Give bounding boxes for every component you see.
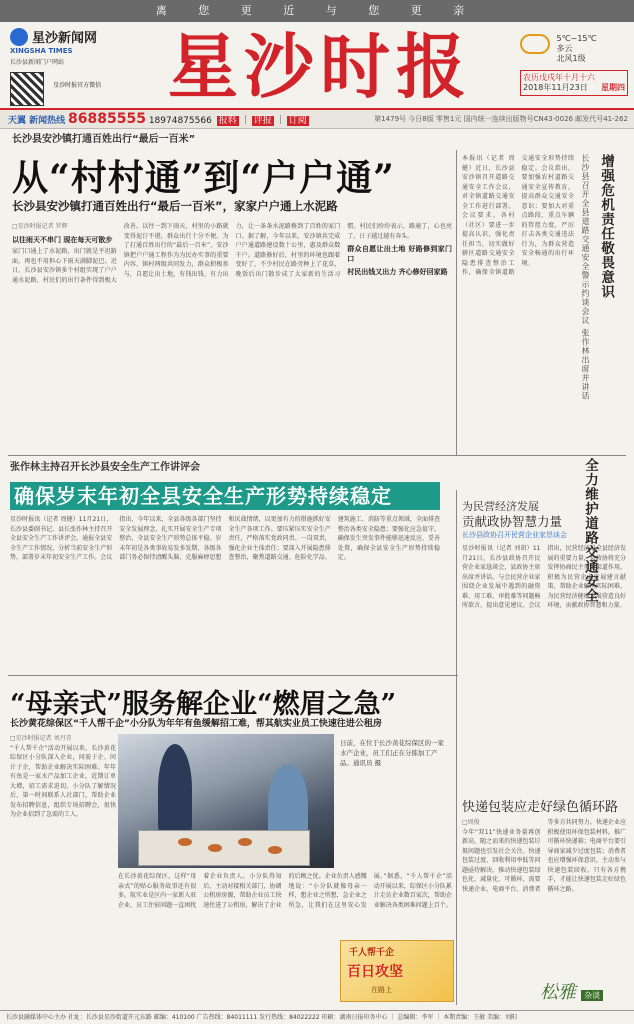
weekday: 星期四 xyxy=(601,83,625,92)
lead-section-2: 群众自愿让出土地 好路修到家门口 xyxy=(347,245,452,263)
crab xyxy=(238,838,252,846)
traffic-headline-block[interactable] xyxy=(580,154,630,603)
express-byline: □周俊 xyxy=(462,819,480,826)
safety-article-body: 星沙时报讯（记者 周健）11月21日，长沙县委副书记、县长张作林主持召开全县安全生产工作讲评会，通报全县安全生产工作情况，分析当前安全生产形势，部署岁末年初安全生产工作。会议指出，今年以来，全县各级各部门坚持安全发展理念，扎实开展安全生产专项整治，全县安全生产形势总体平稳。岁末年初是各类事故易发多发期，各级各部门务必保持清醒头脑，克服麻痹思想和厌战情绪，以更加有力的措施抓好安全生产各项工作。要压紧压实安全生产责任，严格落实党政同责、一岗双责，强化企业主体责任；要深入开展隐患排查整治，聚焦道路交通、危险化学品、建筑施工、消防等重点领域，全面排查整治各类安全隐患；要强化应急值守，确保发生突发事件能够迅速反应、妥善处置，确保全县安全生产形势持续稳定。 xyxy=(10,516,440,561)
masthead-title: 星沙时报 xyxy=(168,25,472,108)
safety-kicker: 张作林主持召开长沙县安全生产工作讲评会 xyxy=(10,462,200,473)
lead-article-body xyxy=(12,222,452,450)
tag-review[interactable]: 评报 xyxy=(253,116,272,126)
mother-subheadline: 长沙黄花综保区“千人帮千企”小分队为年年有鱼缓解招工难，帮其航实业员工快速往进公租房 xyxy=(10,719,382,729)
crate xyxy=(138,830,310,866)
safety-kicker-box xyxy=(10,458,440,480)
logo-icon xyxy=(10,28,28,46)
cppcc-article-body: 星沙时报讯（记者 刘胡）11月21日，长沙县政协召开民营企业家恳谈会，县政协主席出席并讲话。与会民营企业家围绕企业发展中遇到的融资难、用工难、审批难等问题畅所欲言，提出意见建议。会议指出，民营经济是全县经济发展的重要力量，县政协将充分发挥协商民主重要渠道作用，积极为民营企业发展建言献策，帮助企业解决实际困难，为民营经济健康发展营造良好环境，贡献政协智慧和力量。 xyxy=(462,545,626,609)
page-footer: 长沙县融媒体中心主办 社址：长沙县星沙街道开元东路 邮编：410100 广告热线：84011111 发行热线：84022222 印刷：湖南日报印务中心 ｜ 总编辑：李军 ｜ 本期责编：王敏 美编：刘阳 xyxy=(0,1010,634,1024)
mother-headline[interactable]: “母亲式”服务解企业“燃眉之急” xyxy=(10,689,397,720)
safety-headline[interactable]: 确保岁末年初全县安全生产形势持续稳定 xyxy=(10,482,440,510)
logo-name: 星沙新闻网 xyxy=(32,31,98,46)
lead-subheadline: 长沙县安沙镇打通百姓出行“最后一百米”，家家户户通上水泥路 xyxy=(12,199,338,213)
hotline-mobile[interactable]: 18974875566 xyxy=(148,116,212,126)
logo-domain: XINGSHA TIMES xyxy=(10,47,73,55)
cloud-sun-icon xyxy=(520,34,550,54)
site-logo-block[interactable] xyxy=(10,26,120,104)
slogan-text: 离 您 更 近 与 您 更 亲 xyxy=(155,4,479,17)
weather-cond1: 多云 xyxy=(556,44,573,53)
tag-subscribe[interactable]: 订阅 xyxy=(288,116,307,126)
mother-left-text: “千人帮千企”活动开展以来，长沙黄花综保区小分队深入企业，问需于企、问计于企，帮助企业解决实际困难。年年有鱼是一家水产品加工企业，近期订单大增，招工需求迫切。小分队了解情况后，第一时间联系人社部门，帮助企业发布招聘信息，组织专场招聘会，很快为企业招到了急需的工人。 xyxy=(10,744,116,818)
campaign-badge[interactable] xyxy=(340,940,454,1002)
lunar-date: 农历戊戌年十月十六 xyxy=(523,73,595,82)
lead-headline[interactable]: 从“村村通”到“户户通” xyxy=(12,157,395,199)
slogan-strip xyxy=(0,0,634,22)
express-headline[interactable]: 快递包装应走好绿色循环路 xyxy=(462,800,619,815)
traffic-kicker: 长沙县召开全县道路交通安全警示约谈会议 张作林出席并讲话 xyxy=(581,154,590,401)
campaign-line-1: 千人帮千企 xyxy=(349,948,395,958)
weather-cond2: 北风1级 xyxy=(556,54,586,63)
express-article-body xyxy=(462,818,626,968)
cppcc-headline[interactable]: 贡献政协智慧力量 xyxy=(462,514,563,529)
lead-section-3: 村民出钱又出力 齐心修好回家路 xyxy=(347,268,448,276)
lead-kicker: 长沙县安沙镇打通百姓出行“最后一百米” xyxy=(12,134,196,145)
traffic-headline-2: 全力维护道路交通安全 xyxy=(582,458,598,603)
traffic-headline-1: 增强危机责任敬畏意识 xyxy=(598,154,615,299)
column-brand: 松雅 xyxy=(540,982,576,1003)
photo-caption: 日前，在位于长沙黄花综保区的一家水产企业，员工们正在分拣加工产品。通讯员 摄 xyxy=(340,739,444,767)
crab xyxy=(178,838,192,846)
column-label: 杂谈 xyxy=(581,990,603,1001)
tag-report[interactable]: 报料 xyxy=(218,116,237,126)
mother-article-left xyxy=(10,734,116,1004)
section-divider-2 xyxy=(8,675,458,676)
issue-date: 2018年11月23日 xyxy=(523,83,588,92)
cppcc-kicker: 为民营经济发展 xyxy=(462,500,539,513)
hotline-number[interactable]: 86885555 xyxy=(68,111,146,127)
campaign-line-3: 在路上 xyxy=(371,986,392,994)
lead-body-text: 家门口通上了水泥路，出门就是平坦路面，再也不用担心下雨天满脚泥巴。近日，长沙县安沙镇多个村组实现了户户通水泥路，村民们的出行条件得到极大改善。以往一到下雨天，村里的小路就变得泥泞不堪，群众出行十分不便。为了打通百姓出行的“最后一百米”，安沙镇把户户通工程作为为民办实事的重要内容，镇村两级共同发力，群众积极参与，自愿让出土地，有钱出钱、有力出力，让一条条水泥路修到了百姓的家门口。据了解，今年以来，安沙镇共完成户户通道路建设数十公里，惠及群众数千户。道路修好后，村里的环境也跟着变好了，不少村民在路旁种上了花草，晚饭后出门散步成了大家新的生活习惯。村民们纷纷表示，路通了，心也亮了，日子越过越有奔头。 xyxy=(12,223,452,284)
section-divider xyxy=(8,455,626,456)
crab xyxy=(208,844,222,852)
weather-temp: 5℃~15℃ xyxy=(556,34,597,43)
mother-byline: □星沙时报记者 刘丹青 xyxy=(10,735,72,742)
column-logo xyxy=(540,978,632,1014)
worker-figure xyxy=(158,744,192,834)
qr-label: 星沙时报官方微信 xyxy=(53,82,102,89)
logo-sub: 长沙县新闻门户网站 xyxy=(10,59,65,66)
hotline-brand: 天翼 新闻热线 xyxy=(8,116,66,126)
weather-box xyxy=(520,34,628,100)
campaign-line-2: 百日攻坚 xyxy=(347,964,403,980)
hotline-bar: 天翼 新闻热线 86885555 18974875566 报料 ｜ 评报 ｜ 订阅 第1479号 今日8版 零售1元 国内统一连续出版物号CN43-0026 邮发代号41-262 xyxy=(0,108,634,129)
lead-byline: □星沙时报记者 罗辉 xyxy=(12,223,68,230)
lead-section-1: 以往雨天不串门 现在每天可散步 xyxy=(12,235,113,244)
column-divider-2 xyxy=(456,490,457,1005)
cppcc-subheadline: 长沙县政协召开民营企业家恳谈会 xyxy=(462,531,567,539)
express-body-text: 今年“双11”快递业务量再创新高，随之而来的快递包装垃圾问题也引发社会关注。快递包装过度、回收利用率低等问题亟待解决。推动快递包装绿色化、减量化、可循环，需要快递企业、电商平台、消费者等多方共同努力。快递企业应积极使用环保包装材料，推广可循环快递箱；电商平台要引导商家减少过度包装；消费者也应增强环保意识，主动参与快递包装回收。只有各方携手，才能让快递包装走好绿色循环之路。 xyxy=(462,819,626,893)
traffic-article-body: 本报讯（记者 周健）近日，长沙县安沙镇召开道路交通安全工作会议，对全镇道路交通安全工作进行部署。会议要求，各村（社区）要进一步提高认识，强化责任担当，切实做好辖区道路交通安全隐患排查整治工作，确保全镇道路交通安全形势持续稳定。会议指出，要加强农村道路交通安全宣传教育，提高群众交通安全意识；要加大对重点路段、重点车辆的管控力度，严厉打击各类交通违法行为，为群众营造安全畅通的出行环境。 xyxy=(462,155,574,276)
column-divider xyxy=(456,150,457,455)
factory-photo[interactable] xyxy=(118,734,334,868)
crab xyxy=(268,846,282,854)
edition-info: 第1479号 今日8版 零售1元 国内统一连续出版物号CN43-0026 邮发代号41-262 xyxy=(374,115,628,123)
mother-article-body: 在长沙黄花综保区，这样“母亲式”的贴心服务故事还有很多。航实业是区内一家新入驻企业，员工住宿问题一直困扰着企业负责人。小分队得知后，主动对接相关部门，协调公租房房源，帮助企业员工快速住进了公租房，解决了企业的后顾之忧。企业负责人感慨地说：“小分队就像母亲一样，想企业之所想，急企业之所急，让我们在这里安心发展。”据悉，“千人帮千企”活动开展以来，综保区小分队累计走访企业数百家次，帮助企业解决各类困难问题上百个。 xyxy=(118,873,452,909)
qr-code-icon[interactable] xyxy=(10,72,44,106)
